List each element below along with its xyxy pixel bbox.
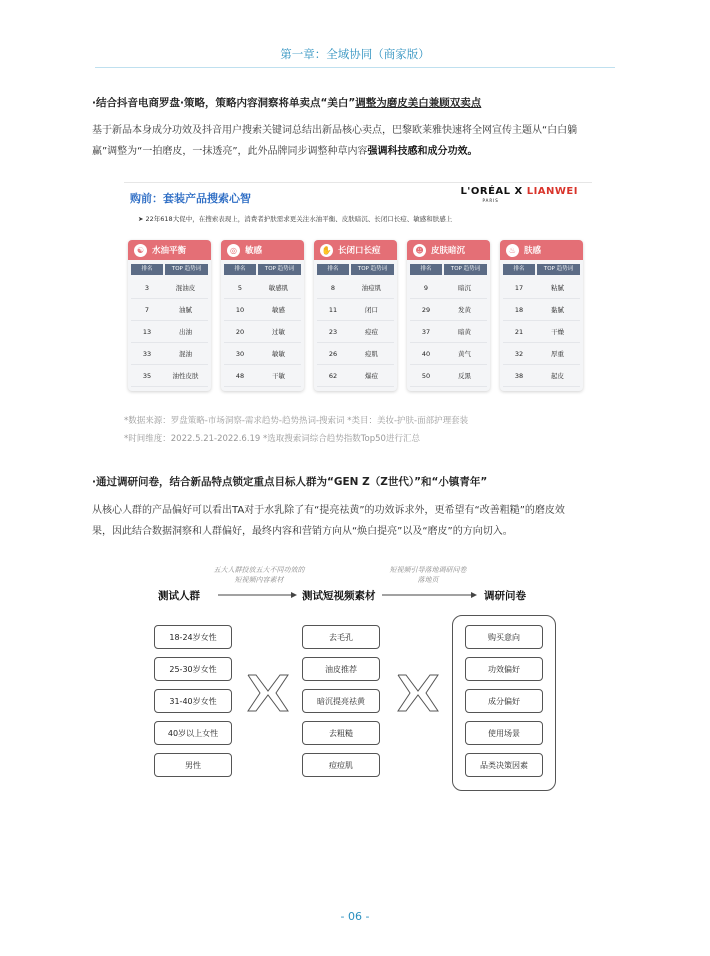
keyword-cell: 粘腻 bbox=[551, 284, 564, 292]
survey-box: 功效偏好 bbox=[465, 657, 543, 681]
keyword-cell: 干敏 bbox=[272, 372, 285, 380]
video-box: 去毛孔 bbox=[302, 625, 380, 649]
keyword-table-title: 敏感 bbox=[245, 246, 263, 256]
keyword-tables bbox=[128, 240, 583, 391]
rank-cell: 32 bbox=[514, 349, 524, 358]
audience-box: 40岁以上女性 bbox=[154, 721, 232, 745]
rank-cell: 10 bbox=[235, 305, 245, 314]
keyword-cell: 混油 bbox=[179, 350, 192, 358]
arrow-note-2-line2: 落地页 bbox=[417, 576, 439, 584]
audience-box: 31-40岁女性 bbox=[154, 689, 232, 713]
keyword-cell: 敏感 bbox=[272, 306, 285, 314]
video-box: 痘痘肌 bbox=[302, 753, 380, 777]
table-row bbox=[224, 343, 301, 365]
keyword-cell: 痘肌 bbox=[365, 350, 378, 358]
keyword-cell: 暗黄 bbox=[458, 328, 471, 336]
keyword-table-title: 皮肤暗沉 bbox=[431, 246, 466, 256]
column-head-video: 测试短视频素材 bbox=[302, 590, 376, 602]
keyword-cell: 厚重 bbox=[551, 350, 564, 358]
lianwei-logo: LIANWEI bbox=[526, 186, 578, 197]
table-row bbox=[410, 365, 487, 387]
table-row bbox=[131, 365, 208, 387]
table-row bbox=[224, 277, 301, 299]
arrow-note-1-line2: 短视频内容素材 bbox=[234, 576, 284, 584]
section2-title: ·通过调研问卷，结合新品特点锁定重点目标人群为“GEN Z（Z世代）”和“小镇青年” bbox=[92, 476, 488, 488]
section1-para-line2 bbox=[92, 141, 620, 162]
keyword-table bbox=[221, 240, 304, 391]
rank-cell: 40 bbox=[421, 349, 431, 358]
brand-logo bbox=[460, 186, 578, 203]
survey-box: 使用场景 bbox=[465, 721, 543, 745]
keyword-table-header bbox=[314, 240, 397, 260]
section1-title-prefix: ·结合抖音电商罗盘·策略，策略内容洞察将单卖点“美白” bbox=[92, 97, 356, 109]
figure-top-line bbox=[124, 182, 592, 183]
rank-cell: 38 bbox=[514, 371, 524, 380]
keyword-table-title: 水油平衡 bbox=[152, 246, 187, 256]
figure-title: 购前：套装产品搜索心智 bbox=[130, 192, 251, 205]
col-top: TOP 趋势词 bbox=[165, 264, 208, 275]
keyword-cell: 黏腻 bbox=[551, 306, 564, 314]
keyword-table-header bbox=[407, 240, 490, 260]
table-row bbox=[317, 343, 394, 365]
section1-title-underlined: 调整为磨皮美白兼顾双卖点 bbox=[355, 97, 482, 109]
rank-cell: 50 bbox=[421, 371, 431, 380]
table-row bbox=[410, 343, 487, 365]
keyword-table bbox=[500, 240, 583, 391]
rank-cell: 17 bbox=[514, 283, 524, 292]
category-icon: ☻ bbox=[413, 244, 426, 257]
cross-1 bbox=[248, 675, 288, 711]
section1-para-line1: 基于新品本身成分功效及抖音用户搜索关键词总结出新品核心卖点，巴黎欧莱雅快速将全网宣传主题从“白白躺 bbox=[92, 125, 578, 136]
rank-cell: 21 bbox=[514, 327, 524, 336]
survey-box: 品类决策因素 bbox=[465, 753, 543, 777]
keyword-table-columns bbox=[317, 264, 394, 275]
arrow-note-2-line1: 短视频引导落地调研问卷 bbox=[389, 566, 467, 574]
keyword-cell: 油性皮肤 bbox=[172, 372, 199, 380]
keyword-cell: 反黑 bbox=[458, 372, 471, 380]
section1-para-line2-text: 赢”调整为“一拍磨皮，一抹透亮”，此外品牌同步调整种草内容 bbox=[92, 146, 368, 157]
column-head-survey: 调研问卷 bbox=[484, 590, 526, 602]
keyword-table-header bbox=[128, 240, 211, 260]
keyword-cell: 敏感肌 bbox=[268, 284, 289, 292]
page-header: 第一章：全域协同（商家版） bbox=[280, 47, 430, 61]
keyword-table-title: 肤感 bbox=[524, 246, 542, 256]
col-top: TOP 趋势词 bbox=[537, 264, 580, 275]
rank-cell: 20 bbox=[235, 327, 245, 336]
table-row bbox=[410, 321, 487, 343]
keyword-table-header bbox=[500, 240, 583, 260]
keyword-table bbox=[407, 240, 490, 391]
section2-para-line1: 从核心人群的产品偏好可以看出TA对于水乳除了有“提亮祛黄”的功效诉求外，更希望有“改善粗糙”的磨皮效 bbox=[92, 505, 565, 516]
audience-box: 25-30岁女性 bbox=[154, 657, 232, 681]
section1-title bbox=[92, 95, 481, 110]
col-top: TOP 趋势词 bbox=[258, 264, 301, 275]
table-row bbox=[410, 277, 487, 299]
keyword-cell: 暗沉 bbox=[458, 284, 471, 292]
video-box: 去粗糙 bbox=[302, 721, 380, 745]
keyword-table-columns bbox=[224, 264, 301, 275]
keyword-table-title: 长闭口长痘 bbox=[338, 246, 381, 256]
category-icon: ♨ bbox=[506, 244, 519, 257]
logo-x: X bbox=[514, 186, 523, 197]
table-row bbox=[131, 299, 208, 321]
audience-box: 男性 bbox=[154, 753, 232, 777]
rank-cell: 33 bbox=[142, 349, 152, 358]
rank-cell: 35 bbox=[142, 371, 152, 380]
table-row bbox=[503, 365, 580, 387]
keyword-cell: 起皮 bbox=[551, 372, 564, 380]
table-row bbox=[131, 321, 208, 343]
keyword-cell: 痘痘 bbox=[365, 328, 378, 336]
keyword-cell: 过敏 bbox=[272, 328, 285, 336]
rank-cell: 29 bbox=[421, 305, 431, 314]
rank-cell: 11 bbox=[328, 305, 338, 314]
keyword-table-columns bbox=[503, 264, 580, 275]
table-row bbox=[503, 321, 580, 343]
column-head-audience: 测试人群 bbox=[158, 590, 200, 602]
video-box: 油皮推荐 bbox=[302, 657, 380, 681]
rank-cell: 7 bbox=[144, 305, 150, 314]
col-rank: 排名 bbox=[224, 264, 256, 275]
figure-note: ➤ 22年618大促中，在搜索表现上，消费者护肤需求更关注水油平衡、皮肤暗沉、长闭口长痘、敏感和肤感上 bbox=[138, 215, 453, 223]
rank-cell: 48 bbox=[235, 371, 245, 380]
video-box: 暗沉提亮祛黄 bbox=[302, 689, 380, 713]
rank-cell: 62 bbox=[328, 371, 338, 380]
col-rank: 排名 bbox=[503, 264, 535, 275]
loreal-logo: L'ORÉAL bbox=[460, 186, 511, 197]
table-row bbox=[317, 299, 394, 321]
table-row bbox=[503, 299, 580, 321]
category-icon: ◎ bbox=[227, 244, 240, 257]
col-rank: 排名 bbox=[317, 264, 349, 275]
audience-box: 18-24岁女性 bbox=[154, 625, 232, 649]
keyword-cell: 黄气 bbox=[458, 350, 471, 358]
table-row bbox=[131, 277, 208, 299]
arrow-note-1 bbox=[194, 565, 324, 585]
rank-cell: 3 bbox=[144, 283, 150, 292]
section2-para-line2: 果，因此结合数据洞察和人群偏好，最终内容和营销方向从“焕白提亮”以及“磨皮”的方向切入。 bbox=[92, 526, 513, 537]
keyword-table bbox=[314, 240, 397, 391]
table-row bbox=[224, 299, 301, 321]
keyword-cell: 油腻 bbox=[179, 306, 192, 314]
keyword-cell: 爆痘 bbox=[365, 372, 378, 380]
keyword-cell: 混油皮 bbox=[175, 284, 196, 292]
col-top: TOP 趋势词 bbox=[351, 264, 394, 275]
research-flow-diagram bbox=[140, 565, 580, 795]
category-icon: ☯ bbox=[134, 244, 147, 257]
section1-paragraph bbox=[92, 120, 620, 162]
logo-paris: PARIS bbox=[482, 198, 499, 203]
keyword-cell: 出油 bbox=[179, 328, 192, 336]
keyword-cell: 发黄 bbox=[458, 306, 471, 314]
arrow-note-1-line1: 五大人群投放五大不同功效的 bbox=[213, 566, 305, 574]
section2-paragraph bbox=[92, 500, 620, 542]
rank-cell: 30 bbox=[235, 349, 245, 358]
survey-box: 购买意向 bbox=[465, 625, 543, 649]
rank-cell: 13 bbox=[142, 327, 152, 336]
table-row bbox=[224, 321, 301, 343]
rank-cell: 23 bbox=[328, 327, 338, 336]
category-icon: ✋ bbox=[321, 245, 332, 255]
survey-box: 成分偏好 bbox=[465, 689, 543, 713]
keyword-cell: 干燥 bbox=[551, 328, 564, 336]
table-row bbox=[410, 299, 487, 321]
source-note-1: *数据来源：罗盘策略-市场洞察-需求趋势-趋势热词-搜索词 *类目：美妆-护肤-面部护理套装 bbox=[124, 416, 469, 426]
keyword-cell: 油痘肌 bbox=[361, 284, 382, 292]
page-number: - 06 - bbox=[340, 910, 370, 923]
keyword-table-header bbox=[221, 240, 304, 260]
keyword-table-columns bbox=[410, 264, 487, 275]
rank-cell: 37 bbox=[421, 327, 431, 336]
source-note-2: *时间维度：2022.5.21-2022.6.19 *选取搜索词综合趋势指数Top50进行汇总 bbox=[124, 434, 420, 444]
search-mindset-figure bbox=[112, 180, 592, 412]
rank-cell: 5 bbox=[237, 283, 243, 292]
keyword-cell: 闭口 bbox=[365, 306, 378, 314]
table-row bbox=[317, 365, 394, 387]
table-row bbox=[317, 321, 394, 343]
keyword-cell: 敏敏 bbox=[272, 350, 285, 358]
section1-para-bold: 强调科技感和成分功效。 bbox=[367, 146, 478, 157]
rank-cell: 18 bbox=[514, 305, 524, 314]
table-row bbox=[131, 343, 208, 365]
cross-2 bbox=[398, 675, 438, 711]
col-rank: 排名 bbox=[410, 264, 442, 275]
table-row bbox=[503, 343, 580, 365]
keyword-table bbox=[128, 240, 211, 391]
rank-cell: 26 bbox=[328, 349, 338, 358]
table-row bbox=[503, 277, 580, 299]
header-divider bbox=[95, 67, 615, 68]
col-rank: 排名 bbox=[131, 264, 163, 275]
rank-cell: 9 bbox=[423, 283, 429, 292]
table-row bbox=[224, 365, 301, 387]
table-row bbox=[317, 277, 394, 299]
rank-cell: 8 bbox=[330, 283, 336, 292]
arrow-note-2 bbox=[368, 565, 488, 585]
keyword-table-columns bbox=[131, 264, 208, 275]
col-top: TOP 趋势词 bbox=[444, 264, 487, 275]
